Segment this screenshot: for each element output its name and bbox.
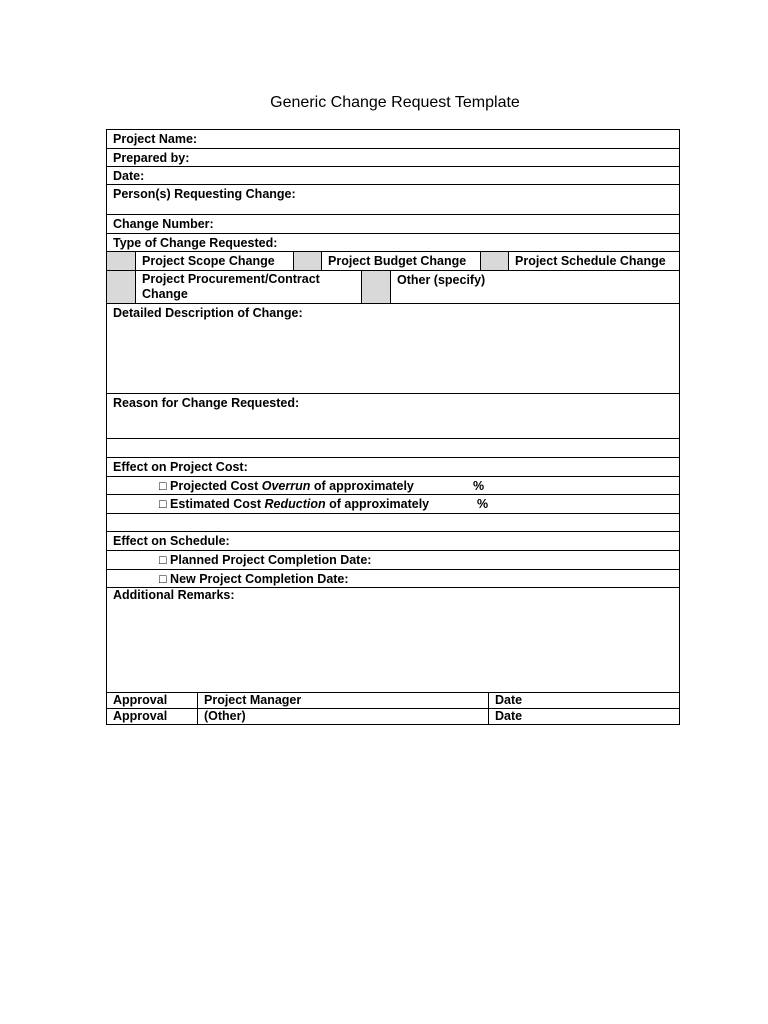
requesting-row[interactable]: [107, 185, 679, 215]
cost-overrun-label: [159, 479, 414, 493]
cost-reduction-suffix: of approximately: [325, 497, 430, 511]
cost-reduction-prefix: Estimated Cost: [170, 497, 265, 511]
approval-row-2: [107, 709, 679, 724]
budget-change-label: Project Budget Change: [328, 254, 467, 268]
cost-reduction-percent: %: [477, 497, 489, 511]
checkbox-icon[interactable]: □: [159, 479, 167, 493]
new-completion-row[interactable]: [107, 570, 679, 588]
cost-reduction-emphasis: Reduction: [264, 497, 326, 511]
approval-date-label: Date: [495, 693, 523, 707]
scope-change-option: [136, 252, 294, 270]
other-change-option[interactable]: [391, 271, 679, 303]
date-row[interactable]: [107, 167, 679, 185]
checkbox-icon[interactable]: □: [159, 553, 167, 567]
blank-row-1: [107, 439, 679, 458]
blank-row-2: [107, 514, 679, 532]
other-change-checkbox[interactable]: [362, 271, 391, 303]
effect-schedule-label: Effect on Schedule:: [113, 534, 230, 548]
new-completion-label: [159, 572, 349, 586]
date-label: Date:: [113, 169, 145, 183]
planned-completion-label: [159, 553, 371, 567]
detailed-description-row[interactable]: [107, 304, 679, 394]
approval-date-cell[interactable]: [489, 693, 679, 708]
approval-label: Approval: [113, 709, 168, 723]
approval-role: (Other): [204, 709, 246, 723]
prepared-by-row[interactable]: [107, 149, 679, 167]
type-of-change-label: Type of Change Requested:: [113, 236, 278, 250]
detailed-description-label: Detailed Description of Change:: [113, 306, 303, 320]
approval-row-1: [107, 693, 679, 709]
prepared-by-label: Prepared by:: [113, 151, 190, 165]
approval-label-cell: [107, 693, 198, 708]
approval-role-cell[interactable]: [198, 693, 489, 708]
cost-reduction-row[interactable]: [107, 495, 679, 514]
type-of-change-row: [107, 234, 679, 252]
project-name-label: Project Name:: [113, 132, 198, 146]
scope-change-label: Project Scope Change: [142, 254, 275, 268]
change-request-form: [106, 129, 680, 725]
schedule-change-checkbox[interactable]: [481, 252, 509, 270]
change-type-row-1: [107, 252, 679, 271]
planned-completion-row[interactable]: [107, 551, 679, 570]
other-specify-label: Other (specify): [397, 273, 486, 287]
effect-schedule-row: [107, 532, 679, 551]
approval-role-cell[interactable]: [198, 709, 489, 724]
additional-remarks-label: Additional Remarks:: [113, 588, 235, 602]
additional-remarks-row[interactable]: [107, 588, 679, 693]
cost-overrun-prefix: Projected Cost: [170, 479, 262, 493]
scope-change-checkbox[interactable]: [107, 252, 136, 270]
cost-overrun-suffix: of approximately: [310, 479, 414, 493]
page-title: Generic Change Request Template: [270, 94, 520, 111]
procurement-change-option: [136, 271, 362, 303]
cost-overrun-row[interactable]: [107, 477, 679, 495]
checkbox-icon[interactable]: □: [159, 572, 167, 586]
change-type-row-2: [107, 271, 679, 304]
change-number-row[interactable]: [107, 215, 679, 234]
schedule-change-option: [509, 252, 679, 270]
project-name-row[interactable]: [107, 130, 679, 149]
budget-change-checkbox[interactable]: [294, 252, 322, 270]
cost-overrun-emphasis: Overrun: [261, 479, 311, 493]
effect-cost-label: Effect on Project Cost:: [113, 460, 248, 474]
procurement-change-label: Project Procurement/Contract Change: [142, 272, 320, 301]
schedule-change-label: Project Schedule Change: [515, 254, 666, 268]
effect-cost-row: [107, 458, 679, 477]
budget-change-option: [322, 252, 481, 270]
reason-label: Reason for Change Requested:: [113, 396, 300, 410]
approval-label: Approval: [113, 693, 168, 707]
approval-date-label: Date: [495, 709, 523, 723]
new-completion-text: New Project Completion Date:: [170, 572, 349, 586]
cost-overrun-percent: %: [473, 479, 485, 493]
approval-date-cell[interactable]: [489, 709, 679, 724]
procurement-change-checkbox[interactable]: [107, 271, 136, 303]
requesting-label: Person(s) Requesting Change:: [113, 187, 296, 201]
approval-label-cell: [107, 709, 198, 724]
reason-row[interactable]: [107, 394, 679, 439]
cost-reduction-label: [159, 497, 429, 511]
change-number-label: Change Number:: [113, 217, 214, 231]
checkbox-icon[interactable]: □: [159, 497, 167, 511]
planned-completion-text: Planned Project Completion Date:: [170, 553, 372, 567]
approval-role: Project Manager: [204, 693, 302, 707]
